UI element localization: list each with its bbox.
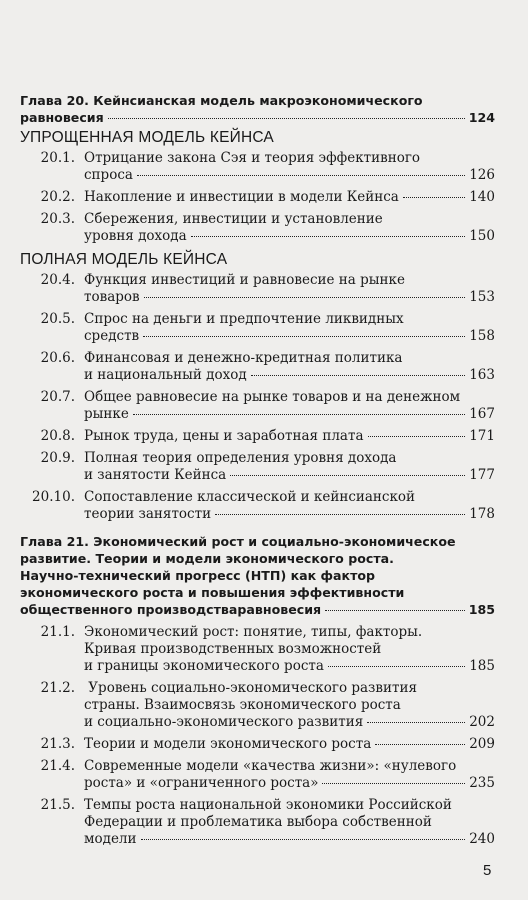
entry-label-tail: теории занятости — [84, 506, 212, 522]
entry-text — [84, 428, 495, 445]
entry-text — [84, 797, 495, 848]
entry-label-tail: товаров — [84, 289, 140, 305]
table-of-contents — [20, 92, 495, 853]
dot-leader — [141, 839, 466, 840]
entries-full-model — [20, 272, 495, 523]
page-number: 185 — [468, 602, 495, 617]
dot-leader — [325, 610, 465, 611]
dot-leader — [137, 175, 465, 176]
page-number: 177 — [469, 467, 495, 483]
dot-leader — [367, 722, 465, 723]
entry-text — [84, 272, 495, 306]
toc-entry — [20, 211, 495, 245]
chapter-title-line: экономического роста и повышения эффективности — [20, 585, 405, 600]
entry-number: 20.1. — [40, 150, 75, 166]
entry-number: 20.7. — [40, 389, 75, 405]
entry-line: Кривая производственных возможностей — [84, 641, 382, 657]
toc-entry — [20, 797, 495, 848]
toc-entry — [20, 736, 495, 753]
entry-number: 20.3. — [40, 211, 75, 227]
page-number: 158 — [469, 328, 495, 344]
entry-label-tail: спроса — [84, 167, 133, 183]
toc-entry — [20, 389, 495, 423]
chapter-title-line: Научно-технический прогресс (НТП) как фактор — [20, 568, 376, 583]
page-number: 126 — [469, 167, 495, 183]
dot-leader — [215, 514, 465, 515]
page-number: 178 — [469, 506, 495, 522]
section-heading-full: ПОЛНАЯ МОДЕЛЬ КЕЙНСА — [20, 251, 228, 268]
entry-last-line — [84, 467, 495, 484]
entry-number: 20.10. — [32, 489, 75, 505]
dot-leader — [368, 436, 466, 437]
toc-entry — [20, 272, 495, 306]
chapter-title-tail: равновесия — [20, 110, 104, 125]
page-number: 209 — [469, 736, 495, 752]
toc-entry — [20, 189, 495, 206]
page-number: 124 — [468, 110, 495, 125]
entry-number: 21.3. — [40, 736, 75, 752]
toc-entry — [20, 450, 495, 484]
entry-number: 20.9. — [40, 450, 75, 466]
dot-leader — [322, 783, 465, 784]
page-folio: 5 — [483, 862, 492, 879]
dot-leader — [328, 666, 465, 667]
page-number: 163 — [469, 367, 495, 383]
toc-entry — [20, 350, 495, 384]
entry-last-line — [84, 228, 495, 245]
entry-label-tail: рынке — [84, 406, 129, 422]
entry-line: Полная теория определения уровня дохода — [84, 450, 397, 466]
entry-text — [84, 389, 495, 423]
entry-label-tail: модели — [84, 831, 137, 847]
entry-line: Функция инвестиций и равновесие на рынке — [84, 272, 405, 288]
toc-entry — [20, 680, 495, 731]
section-heading-simple: УПРОЩЕННАЯ МОДЕЛЬ КЕЙНСА — [20, 129, 274, 146]
chapter-title-tail: общественного производстваравновесия — [20, 602, 322, 617]
entry-last-line — [84, 658, 495, 675]
entry-text — [84, 624, 495, 675]
entry-line: Спрос на деньги и предпочтение ликвидных — [84, 311, 404, 327]
chapter-title-last-line — [20, 601, 495, 618]
page-number: 140 — [469, 189, 495, 205]
page-number: 202 — [469, 714, 495, 730]
entry-text — [84, 489, 495, 523]
entry-line: Темпы роста национальной экономики Российской — [84, 797, 452, 813]
entry-number: 21.5. — [40, 797, 75, 813]
entry-last-line — [84, 167, 495, 184]
entry-text — [84, 350, 495, 384]
toc-entry — [20, 311, 495, 345]
dot-leader — [375, 744, 465, 745]
dot-leader — [143, 336, 465, 337]
toc-entry — [20, 624, 495, 675]
chapter-20-heading — [20, 92, 495, 126]
entry-last-line — [84, 289, 495, 306]
entry-last-line — [84, 506, 495, 523]
entry-label-tail: Накопление и инвестиции в модели Кейнса — [84, 189, 399, 205]
entry-text — [84, 758, 495, 792]
entry-line: Уровень социально-экономического развития — [84, 680, 417, 696]
page-number: 240 — [469, 831, 495, 847]
dot-leader — [144, 297, 466, 298]
entry-last-line — [84, 328, 495, 345]
entry-text — [84, 736, 495, 753]
entry-label-tail: и занятости Кейнса — [84, 467, 227, 483]
entry-line: Общее равновесие на рынке товаров и на денежном — [84, 389, 461, 405]
entry-last-line — [84, 714, 495, 731]
entry-number: 21.2. — [40, 680, 75, 696]
entry-number: 21.4. — [40, 758, 75, 774]
chapter-21-heading — [20, 533, 495, 618]
page-number: 167 — [469, 406, 495, 422]
entry-text — [84, 680, 495, 731]
entry-number: 20.6. — [40, 350, 75, 366]
chapter-title-last-line — [20, 109, 495, 126]
entry-label-tail: и социально-экономического развития — [84, 714, 364, 730]
entry-label-tail: и национальный доход — [84, 367, 247, 383]
entry-number: 20.5. — [40, 311, 75, 327]
entry-last-line — [84, 831, 495, 848]
entries-simple-model — [20, 150, 495, 245]
toc-entry — [20, 150, 495, 184]
entry-label-tail: средств — [84, 328, 140, 344]
entry-text — [84, 189, 495, 206]
chapter-title-line: развитие. Теории и модели экономического роста. — [20, 551, 394, 566]
entry-line: Сопоставление классической и кейнсианской — [84, 489, 416, 505]
page-number: 185 — [469, 658, 495, 674]
entry-text — [84, 311, 495, 345]
entry-last-line — [84, 775, 495, 792]
entry-label-tail: Теории и модели экономического роста — [84, 736, 372, 752]
page-number: 171 — [469, 428, 495, 444]
dot-leader — [133, 414, 465, 415]
entry-last-line — [84, 367, 495, 384]
dot-leader — [108, 118, 465, 119]
chapter-title-line: Глава 21. Экономический рост и социально-экономическое — [20, 534, 456, 549]
entry-number: 21.1. — [40, 624, 75, 640]
entry-last-line — [84, 428, 495, 445]
entry-label-tail: роста» и «ограниченного роста» — [84, 775, 319, 791]
entry-text — [84, 211, 495, 245]
toc-entry — [20, 428, 495, 445]
page-number: 150 — [469, 228, 495, 244]
page-number: 153 — [469, 289, 495, 305]
entry-text — [84, 150, 495, 184]
dot-leader — [251, 375, 466, 376]
entry-last-line — [84, 406, 495, 423]
entry-line: страны. Взаимосвязь экономического роста — [84, 697, 401, 713]
entry-line: Отрицание закона Сэя и теория эффективного — [84, 150, 421, 166]
entry-line: Финансовая и денежно-кредитная политика — [84, 350, 403, 366]
entry-label-tail: уровня дохода — [84, 228, 187, 244]
entry-line: Сбережения, инвестиции и установление — [84, 211, 383, 227]
entry-line: Экономический рост: понятие, типы, факторы. — [84, 624, 423, 640]
entry-line: Современные модели «качества жизни»: «нулевого — [84, 758, 457, 774]
chapter-title-line: Глава 20. Кейнсианская модель макроэкономического — [20, 93, 423, 108]
dot-leader — [191, 236, 466, 237]
entries-chapter-21 — [20, 624, 495, 848]
page-number: 235 — [469, 775, 495, 791]
entry-number: 20.2. — [40, 189, 75, 205]
entry-number: 20.4. — [40, 272, 75, 288]
entry-number: 20.8. — [40, 428, 75, 444]
dot-leader — [403, 197, 465, 198]
entry-label-tail: Рынок труда, цены и заработная плата — [84, 428, 364, 444]
entry-last-line — [84, 189, 495, 206]
dot-leader — [230, 475, 465, 476]
entry-text — [84, 450, 495, 484]
toc-entry — [20, 489, 495, 523]
entry-label-tail: и границы экономического роста — [84, 658, 324, 674]
entry-last-line — [84, 736, 495, 753]
entry-line: Федерации и проблематика выбора собственной — [84, 814, 432, 830]
toc-entry — [20, 758, 495, 792]
